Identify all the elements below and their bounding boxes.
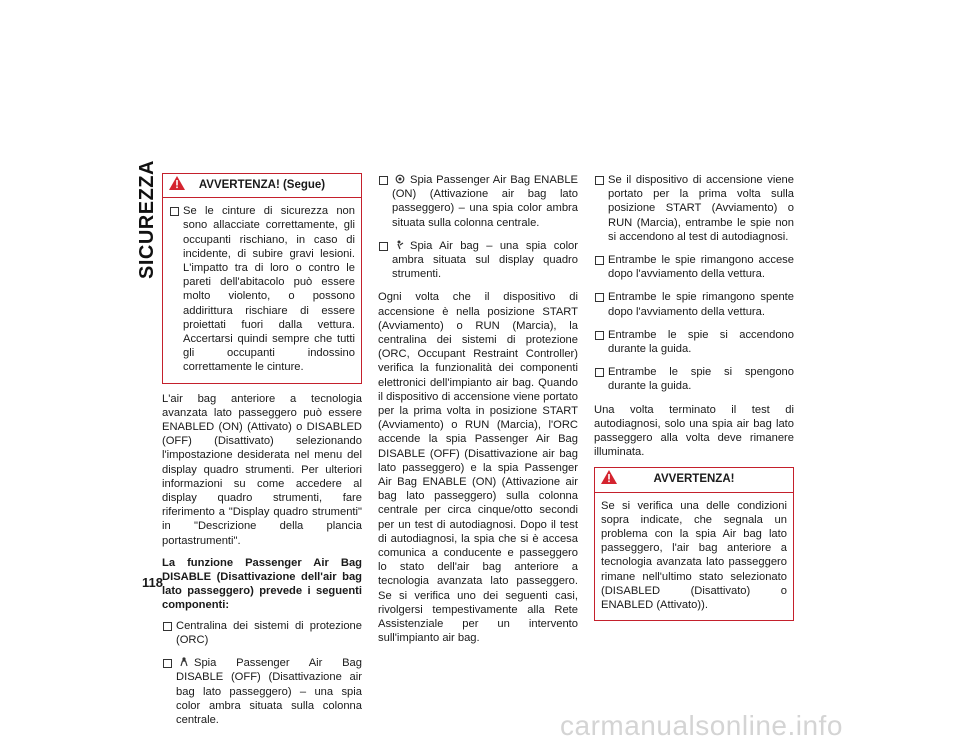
list-item: Entrambe le spie rimangono accese dopo l'avviamento della vettura. xyxy=(594,253,794,281)
list-item: Spia Air bag – una spia color ambra situata sul display quadro strumenti. xyxy=(378,239,578,282)
warning-bullet: Se le cinture di sicurezza non sono allacciate correttamente, gli occupanti rischiano, in caso di incidente, di subire gravi lesioni. L'impatto tra di loro o contro le pareti dell'abitacolo può essere molto violento, o possono addirittura rischiare di essere proiettati fuori dalla vettura. Accertarsi quindi sempre che tutti gli occupanti indossino correttamente le cinture. xyxy=(169,204,355,374)
column-3 xyxy=(594,173,794,629)
list-item: Spia Passenger Air Bag ENABLE (ON) (Attivazione air bag lato passeggero) – una spia color ambra situata sulla colonna centrale. xyxy=(378,173,578,230)
airbag-off-icon xyxy=(179,657,189,667)
column-1 xyxy=(162,173,362,736)
page-number: 118 xyxy=(142,575,163,590)
paragraph: Una volta terminato il test di autodiagnosi, solo una spia air bag lato passeggero alla volta deve rimanere illuminata. xyxy=(594,403,794,459)
warning-triangle-icon xyxy=(169,176,185,190)
warning-text: Se si verifica una delle condizioni sopra indicate, che segnala un problema con la spia Air bag lato passeggero, l'air bag anteriore a tecnologia avanzata lato passeggero rimane nell'ultimo stato selezionato (DISABLED (Disattivato) o ENABLED (Attivato)). xyxy=(601,499,787,612)
paragraph: L'air bag anteriore a tecnologia avanzata lato passeggero può essere ENABLED (ON) (Attivato) o DISABLED (OFF) (Disattivato) selezionando l'impostazione desiderata nel menu del display quadro strumenti. Per ulteriori informazioni su come accedere al display quadro strumenti, fare riferimento a "Display quadro strumenti" in "Descrizione della plancia portastrumenti". xyxy=(162,392,362,547)
list-item: Spia Passenger Air Bag DISABLE (OFF) (Disattivazione air bag lato passeggero) – una spia color ambra situata sulla colonna centrale. xyxy=(162,656,362,727)
warning-box xyxy=(594,467,794,621)
list-item: Entrambe le spie rimangono spente dopo l'avviamento della vettura. xyxy=(594,290,794,318)
warning-title: AVVERTENZA! xyxy=(653,473,735,486)
warning-triangle-icon xyxy=(601,470,617,484)
airbag-warning-icon xyxy=(395,240,405,250)
airbag-on-icon xyxy=(395,174,405,184)
subheading: La funzione Passenger Air Bag DISABLE (Disattivazione dell'air bag lato passeggero) prevede i seguenti componenti: xyxy=(162,556,362,612)
warning-box-continued xyxy=(162,173,362,384)
watermark: carmanualsonline.info xyxy=(560,710,843,741)
column-2 xyxy=(378,173,578,654)
warning-title: AVVERTENZA! (Segue) xyxy=(198,179,326,191)
list-item: Se il dispositivo di accensione viene portato per la prima volta sulla posizione START (Avviamento) o RUN (Marcia), entrambe le spie non si accendono al test di autodiagnosi. xyxy=(594,173,794,244)
list-item: Entrambe le spie si spengono durante la guida. xyxy=(594,365,794,393)
warning-header xyxy=(595,468,793,492)
paragraph: Ogni volta che il dispositivo di accensione è nella posizione START (Avviamento) o RUN (Marcia), la centralina dei sistemi di protezione (ORC, Occupant Restraint Controller) verifica la funzionalità dei componenti elettronici dell'impianto air bag. Quando il dispositivo di accensione viene portato per la prima volta in posizione START (Avviamento) o RUN (Marcia), l'ORC accende la spia Passenger Air Bag DISABLE (OFF) (Disattivazione air bag lato passeggero) e la spia Passenger Air Bag ENABLE (ON) (Attivazione air bag lato passeggero) sulla colonna centrale per circa cinque/otto secondi per un test di autodiagnosi. Dopo il test di autodiagnosi, la spia che si è accesa comunica a conducente e passeggero lo stato dell'air bag anteriore a tecnologia avanzata lato passeggero. Se si verifica uno dei seguenti casi, rivolgersi tempestivamente alla Rete Assistenziale per un intervento sull'impianto air bag. xyxy=(378,291,578,645)
warning-header xyxy=(163,174,361,198)
list-item: Entrambe le spie si accendono durante la guida. xyxy=(594,328,794,356)
section-title: SICUREZZA xyxy=(135,160,158,279)
list-item: Centralina dei sistemi di protezione (ORC) xyxy=(162,619,362,647)
